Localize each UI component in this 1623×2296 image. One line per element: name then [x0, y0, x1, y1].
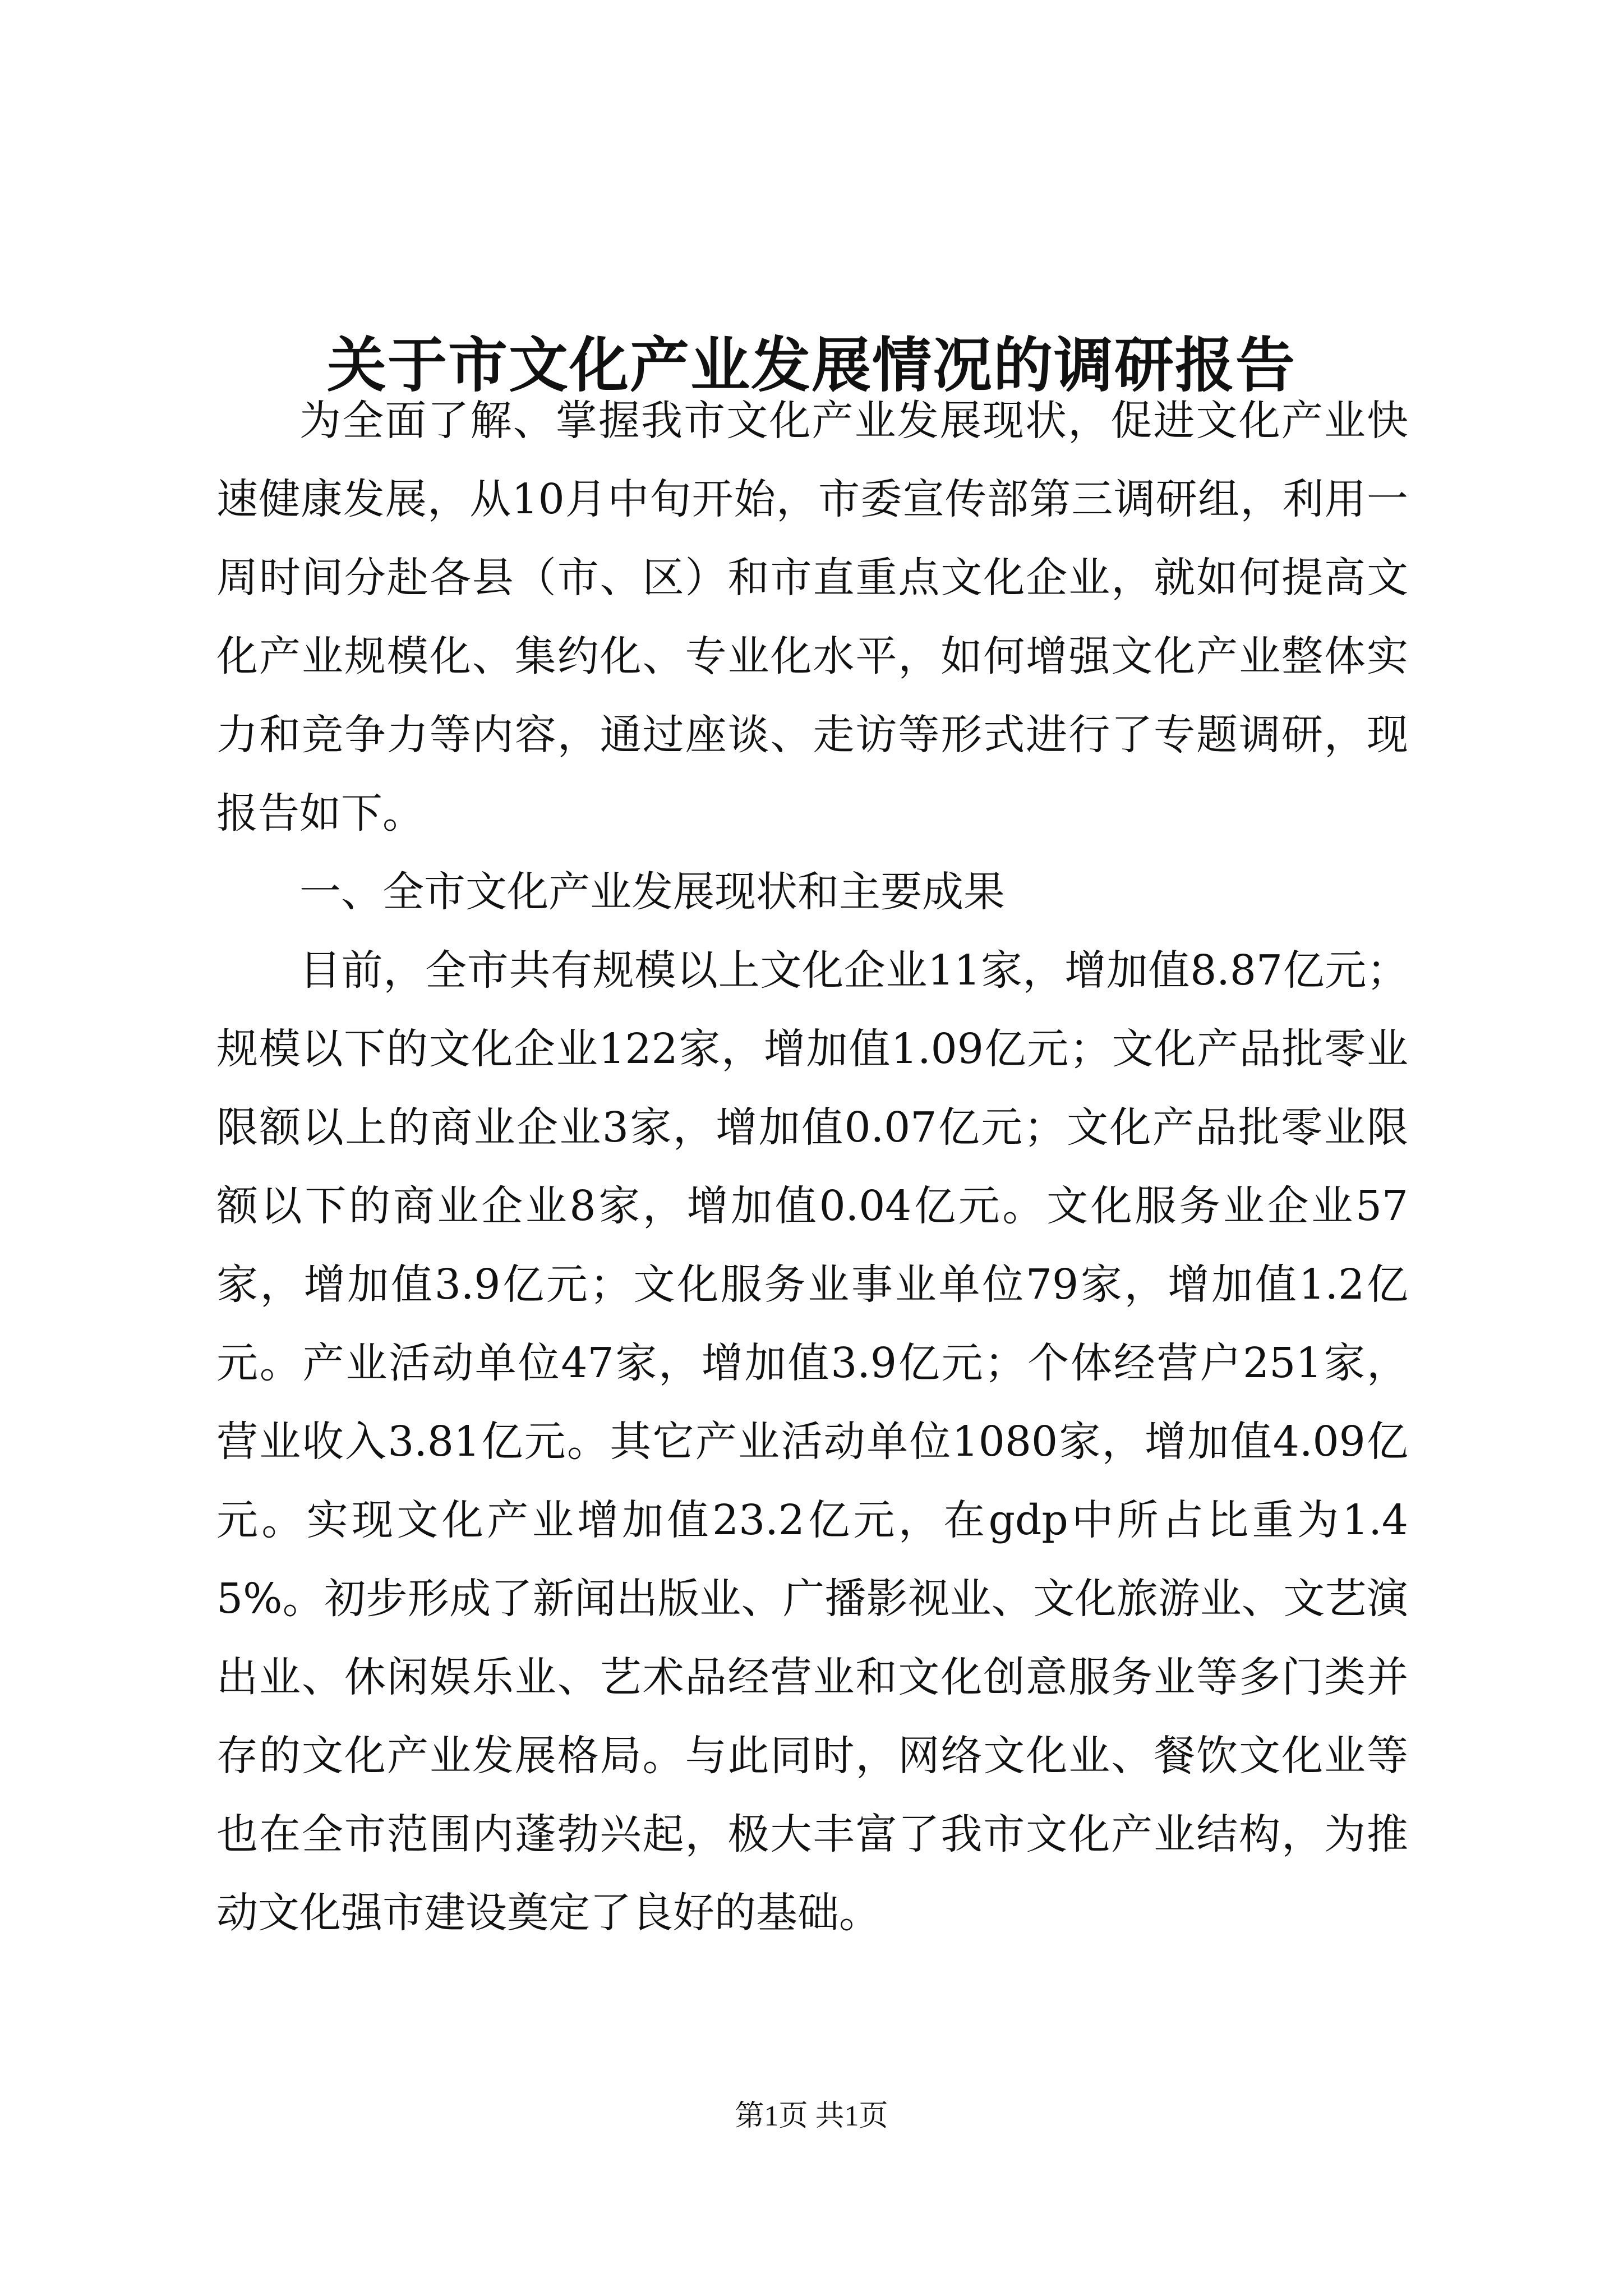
intro-paragraph: 为全面了解、掌握我市文化产业发展现状，促进文化产业快速健康发展，从10月中旬开始，市委宣传部第三调研组，利用一周时间分赴各县（市、区）和市直重点文化企业，就如何提高文化产业规模化、集约化、专业化水平，如何增强文化产业整体实力和竞争力等内容，通过座谈、走访等形式进行了专题调研，现报告如下。: [216, 397, 1408, 838]
page-number-footer: 第1页 共1页: [735, 2100, 888, 2132]
statistics-paragraph: 目前，全市共有规模以上文化企业11家，增加值8.87亿元；规模以下的文化企业122家，增加值1.09亿元；文化产品批零业限额以上的商业企业3家，增加值0.07亿元；文化产品批零业限额以下的商业企业8家，增加值0.04亿元。文化服务业企业57家，增加值3.9亿元；文化服务业事业单位79家，增加值1.2亿元。产业活动单位47家，增加值3.9亿元；个体经营户251家，营业收入3.81亿元。其它产业活动单位1080家，增加值4.09亿元。实现文化产业增加值23.2亿元，在gdp中所占比重为1.45%。初步形成了新闻出版业、广播影视业、文化旅游业、文艺演出业、休闲娱乐业、艺术品经营业和文化创意服务业等多门类并存的文化产业发展格局。与此同时，网络文化业、餐饮文化业等也在全市范围内蓬勃兴起，极大丰富了我市文化产业结构，为推动文化强市建设奠定了良好的基础。: [216, 946, 1408, 1937]
document-body: [216, 381, 1408, 1952]
document-title: 关于市文化产业发展情况的调研报告: [327, 330, 1296, 401]
section-heading: 一、全市文化产业发展现状和主要成果: [299, 868, 1005, 916]
